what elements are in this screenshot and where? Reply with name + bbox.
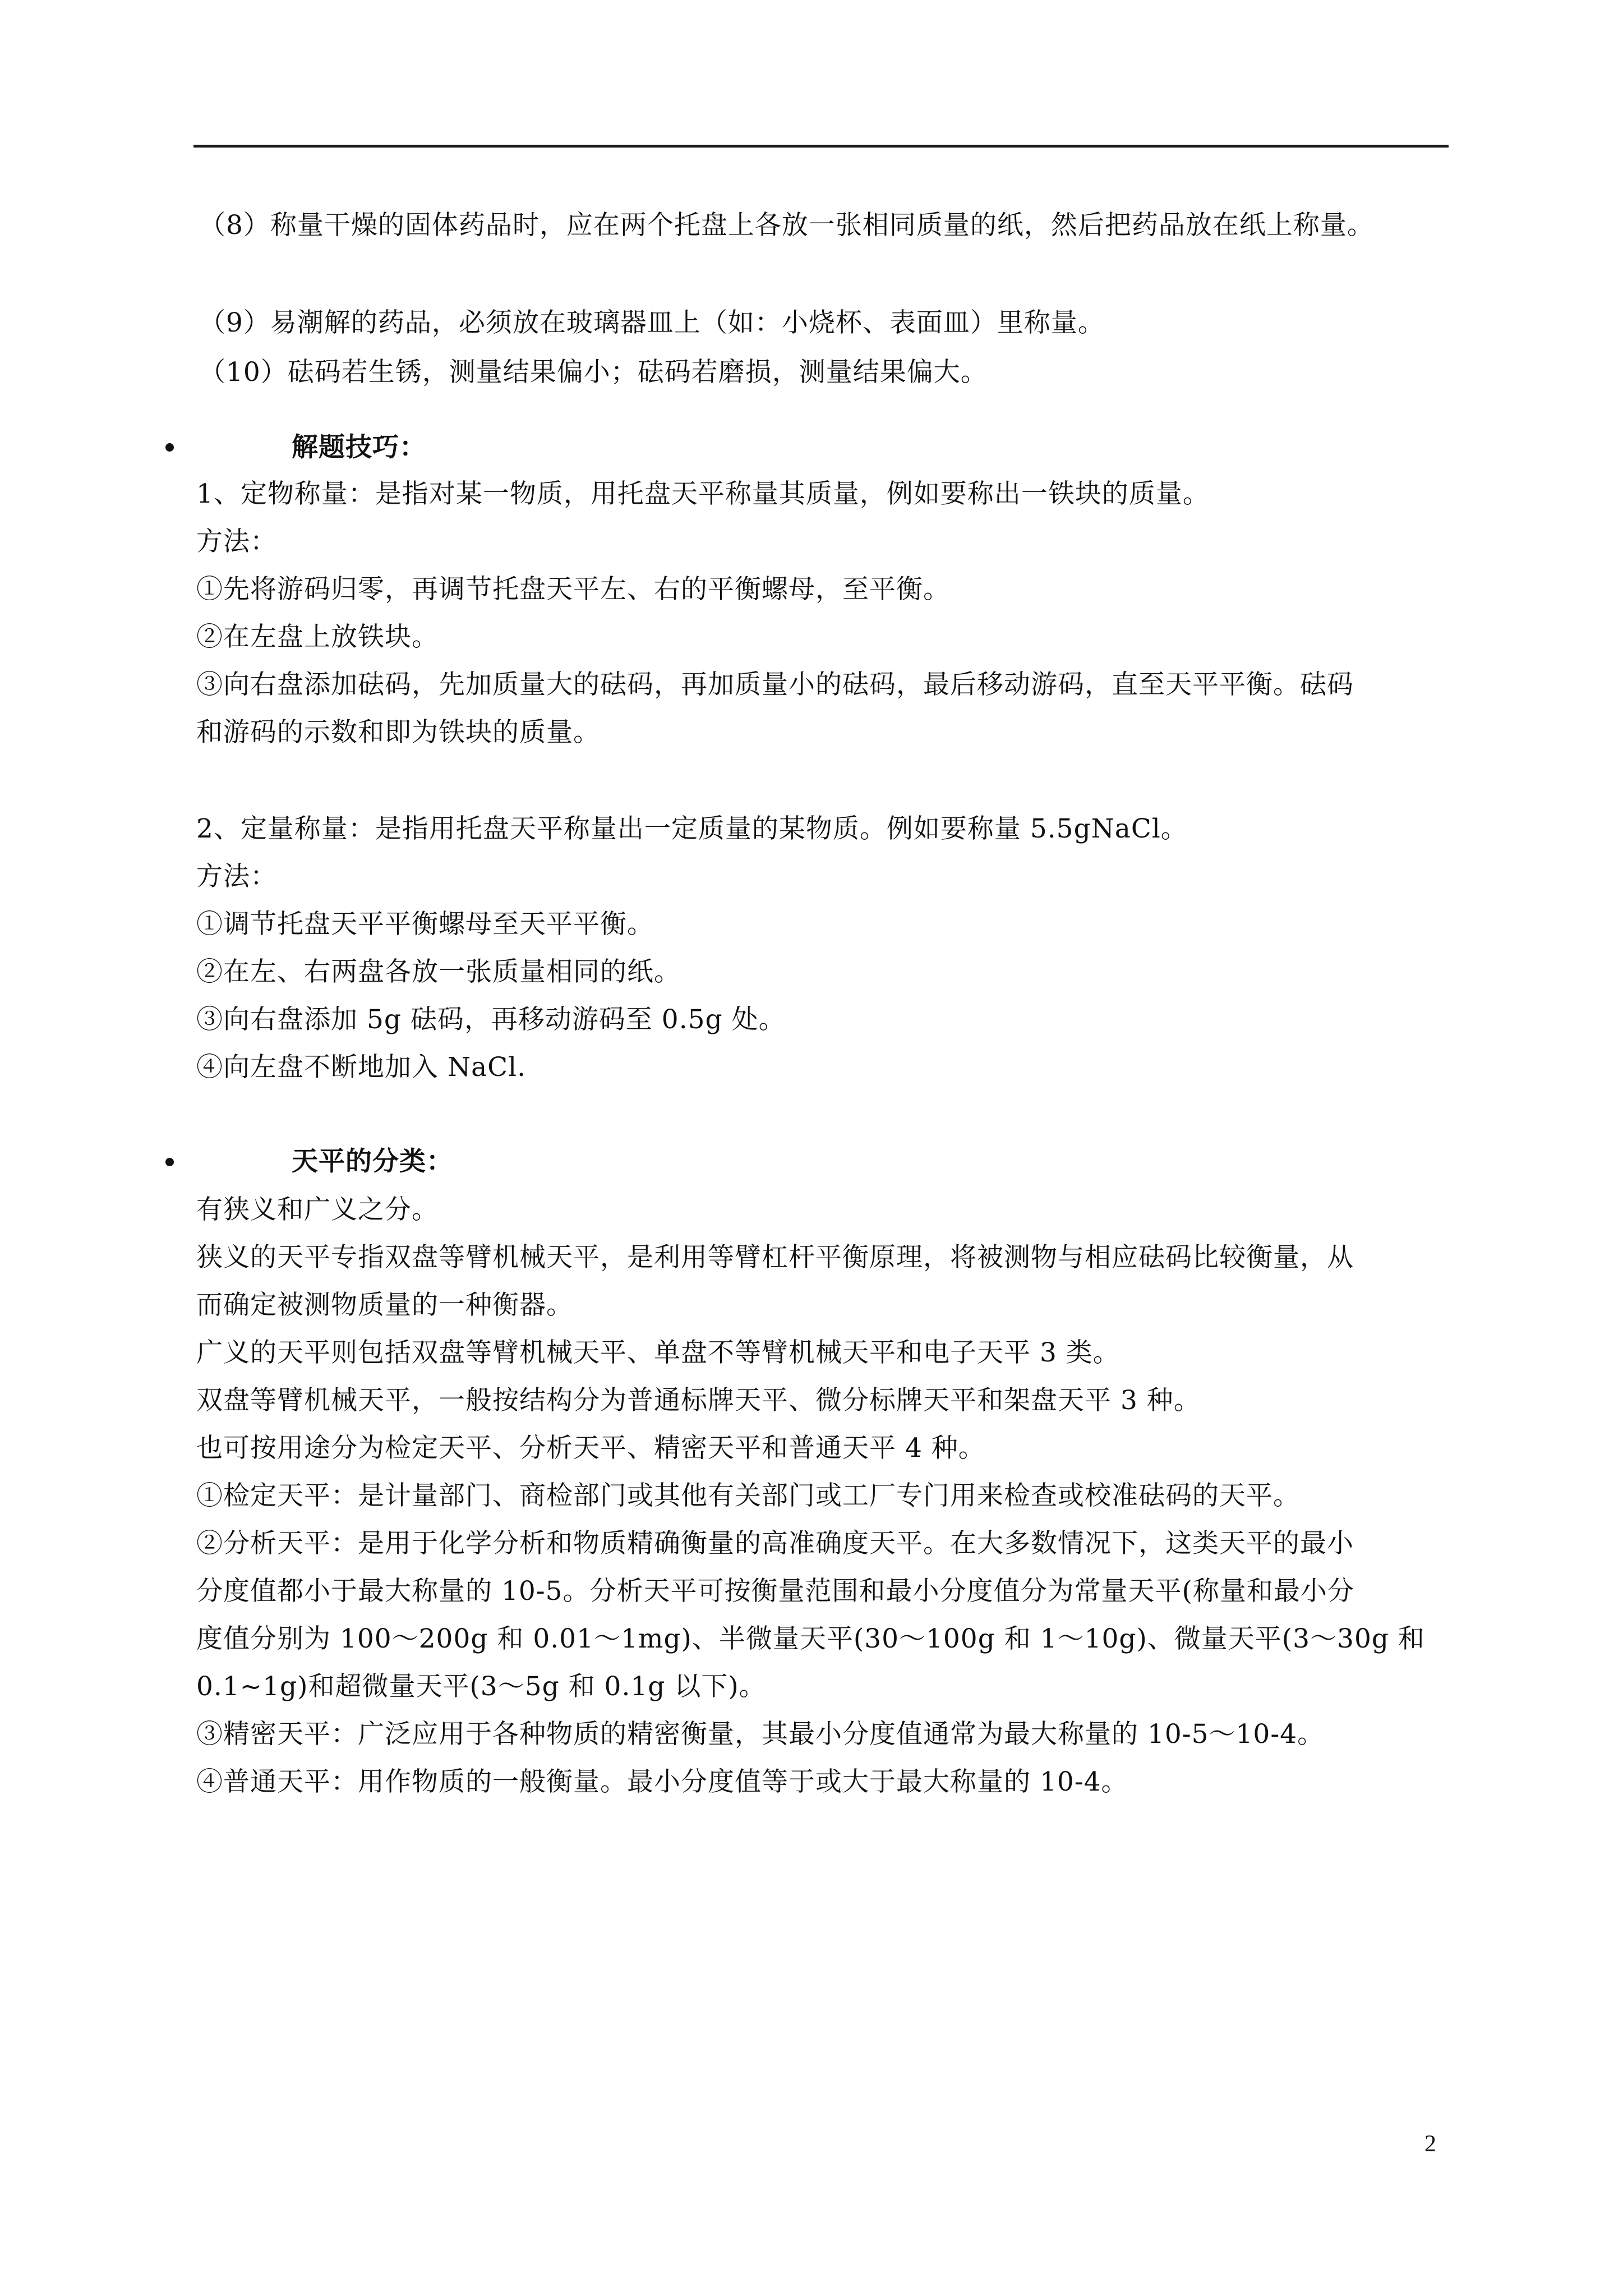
- tips-line: ②在左、右两盘各放一张质量相同的纸。: [196, 956, 681, 987]
- tips-line: 1、定物称量：是指对某一物质，用托盘天平称量其质量，例如要称出一铁块的质量。: [196, 478, 1210, 509]
- header-rule: [193, 145, 1449, 148]
- classes-line: 广义的天平则包括双盘等臂机械天平、单盘不等臂机械天平和电子天平 3 类。: [196, 1337, 1120, 1368]
- section-heading-tips: 解题技巧：: [292, 432, 426, 463]
- tips-line: 方法：: [196, 861, 277, 892]
- note-9: （9）易潮解的药品，必须放在玻璃器皿上（如：小烧杯、表面皿）里称量。: [199, 307, 1105, 338]
- tips-line: ④向左盘不断地加入 NaCl.: [196, 1052, 527, 1083]
- tips-line: 2、定量称量：是指用托盘天平称量出一定质量的某物质。例如要称量 5.5gNaCl。: [196, 813, 1188, 844]
- classes-line: 双盘等臂机械天平，一般按结构分为普通标牌天平、微分标牌天平和架盘天平 3 种。: [196, 1385, 1201, 1416]
- section-heading-classes: 天平的分类：: [292, 1146, 453, 1177]
- classes-line: ②分析天平：是用于化学分析和物质精确衡量的高准确度天平。在大多数情况下，这类天平的最小: [196, 1528, 1354, 1559]
- classes-line: 有狭义和广义之分。: [196, 1194, 439, 1225]
- tips-line: ②在左盘上放铁块。: [196, 622, 439, 652]
- classes-line: ①检定天平：是计量部门、商检部门或其他有关部门或工厂专门用来检查或校准砝码的天平。: [196, 1480, 1300, 1511]
- bullet-classes: [165, 1158, 174, 1166]
- classes-line: 度值分别为 100～200g 和 0.01～1mg)、半微量天平(30～100g 和 1～10g)、微量天平(3～30g 和: [196, 1623, 1425, 1654]
- tips-line: 方法：: [196, 526, 277, 557]
- note-10: （10）砝码若生锈，测量结果偏小；砝码若磨损，测量结果偏大。: [199, 357, 988, 388]
- tips-line: ③向右盘添加 5g 砝码，再移动游码至 0.5g 处。: [196, 1004, 786, 1035]
- page-number: 2: [1424, 2131, 1436, 2157]
- classes-line: 分度值都小于最大称量的 10-5。分析天平可按衡量范围和最小分度值分为常量天平(称量和最小分: [196, 1576, 1354, 1607]
- classes-line: 0.1~1g)和超微量天平(3～5g 和 0.1g 以下)。: [196, 1671, 766, 1702]
- classes-line: 也可按用途分为检定天平、分析天平、精密天平和普通天平 4 种。: [196, 1433, 985, 1464]
- tips-line: ①调节托盘天平平衡螺母至天平平衡。: [196, 909, 654, 940]
- classes-line: ③精密天平：广泛应用于各种物质的精密衡量，其最小分度值通常为最大称量的 10-5～10-4。: [196, 1719, 1325, 1750]
- tips-line: ③向右盘添加砝码，先加质量大的砝码，再加质量小的砝码，最后移动游码，直至天平平衡。砝码: [196, 669, 1354, 700]
- tips-line: 和游码的示数和即为铁块的质量。: [196, 717, 600, 748]
- classes-line: 狭义的天平专指双盘等臂机械天平，是利用等臂杠杆平衡原理，将被测物与相应砝码比较衡量，从: [196, 1242, 1354, 1273]
- tips-line: ①先将游码归零，再调节托盘天平左、右的平衡螺母，至平衡。: [196, 574, 950, 605]
- note-8: （8）称量干燥的固体药品时，应在两个托盘上各放一张相同质量的纸，然后把药品放在纸上称量。: [199, 210, 1374, 241]
- bullet-tips: [165, 443, 174, 452]
- classes-line: ④普通天平：用作物质的一般衡量。最小分度值等于或大于最大称量的 10-4。: [196, 1766, 1128, 1797]
- classes-line: 而确定被测物质量的一种衡器。: [196, 1290, 573, 1320]
